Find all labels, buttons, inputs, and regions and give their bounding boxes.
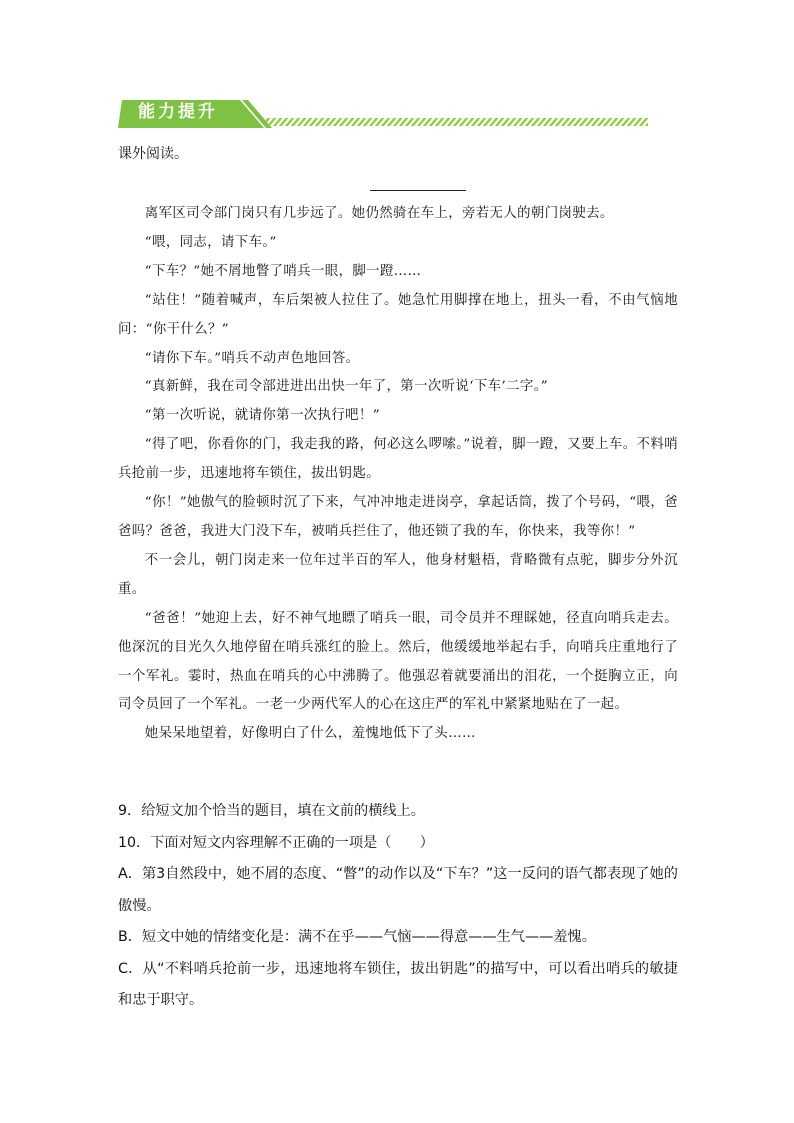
option-a: A．第3自然段中，她不屑的态度、“瞥”的动作以及“下车？”这一反问的语气都表现了她的傲慢。 xyxy=(118,866,678,914)
question-10: 10．下面对短文内容理解不正确的一项是（ ） xyxy=(118,834,434,851)
passage-paragraph: “喂，同志，请下车。” xyxy=(144,234,277,250)
passage-paragraph: “第一次听说，就请你第一次执行吧！” xyxy=(144,408,380,424)
title-blank-line xyxy=(370,190,466,191)
question-list xyxy=(118,796,678,1017)
option-c: C．从“不料哨兵抢前一步，迅速地将车锁住，拔出钥匙”的描写中，可以看出哨兵的敏捷和忠于职守。 xyxy=(118,960,678,1008)
section-banner xyxy=(118,96,678,132)
passage-paragraph: 不一会儿，朝门岗走来一位年过半百的军人，他身材魁梧，背略微有点驼，脚步分外沉重。 xyxy=(118,552,678,597)
passage-paragraph: “你！”她傲气的脸顿时沉了下来，气冲冲地走进岗亭，拿起话筒，拨了个号码，“喂，爸爸吗？爸爸，我进大门没下车，被哨兵拦住了，他还锁了我的车，你快来，我等你！” xyxy=(118,495,678,539)
option-b: B．短文中她的情绪变化是：满不在乎——气恼——得意——生气——羞愧。 xyxy=(118,929,596,945)
question-9: 9．给短文加个恰当的题目，填在文前的横线上。 xyxy=(118,803,425,819)
reading-intro: 课外阅读。 xyxy=(118,146,188,162)
passage-paragraph: “请你下车。”哨兵不动声色地回答。 xyxy=(144,350,360,366)
passage-paragraph: “站住！”随着喊声，车后架被人拉住了。她急忙用脚撑在地上，扭头一看，不由气恼地问：“你干什么？” xyxy=(118,292,678,337)
passage-paragraph: 离军区司令部门岗只有几步远了。她仍然骑在车上，旁若无人的朝门岗驶去。 xyxy=(144,206,614,221)
passage-paragraph: 她呆呆地望着，好像明白了什么，羞愧地低下了头…… xyxy=(144,726,476,742)
reading-passage xyxy=(118,200,678,749)
passage-paragraph: “真新鲜，我在司令部进进出出快一年了，第一次听说‘下车’二字。” xyxy=(144,379,549,395)
passage-paragraph: “下车？”她不屑地瞥了哨兵一眼，脚一蹬…… xyxy=(144,263,422,279)
passage-paragraph: “得了吧，你看你的门，我走我的路，何必这么啰嗦。”说着，脚一蹬，又要上车。不料哨兵抢前一步，迅速地将车锁住，拔出钥匙。 xyxy=(118,437,678,482)
passage-paragraph: “爸爸！”她迎上去，好不神气地瞟了哨兵一眼，司令员并不理睬她，径直向哨兵走去。他深沉的目光久久地停留在哨兵涨红的脸上。然后，他缓缓地举起右手，向哨兵庄重地行了一个军礼。霎时，热血在哨兵的心中沸腾了。他强忍着就要涌出的泪花，一个挺胸立正，向司令员回了一个军礼。一老一少两代军人的心在这庄严的军礼中紧紧地贴在了一起。 xyxy=(118,610,678,713)
section-title: 能力提升 xyxy=(138,102,218,122)
